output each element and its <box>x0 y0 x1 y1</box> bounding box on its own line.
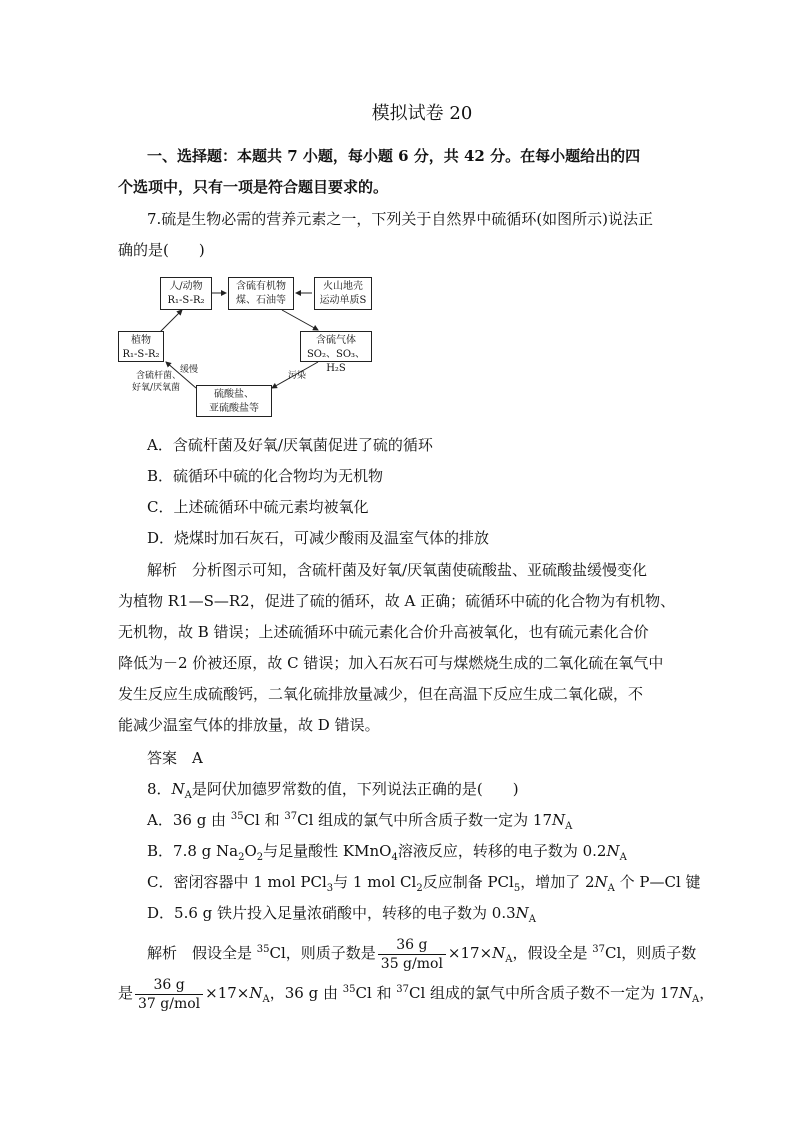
q8-an-part3: ×17× <box>447 944 493 962</box>
sub-2: 2 <box>256 852 264 863</box>
box-salt-line1: 硫酸盐、 <box>214 389 254 400</box>
q8-an2-part2: ×17× <box>205 984 250 1002</box>
section-header-line1: 一、选择题：本题共 7 小题，每小题 6 分，共 42 分。在每小题给出的四 <box>147 147 641 165</box>
na-symbol: N <box>171 780 185 798</box>
q7-analysis-line5: 发生反应生成硫酸钙，二氧化硫排放量减少，但在高温下反应生成二氧化碳，不 <box>118 685 644 703</box>
na-symbol: N <box>249 984 263 1002</box>
q7-analysis-line2: 为植物 R1—S—R2，促进了硫的循环，故 A 正确；硫循环中硫的化合物为有机物、 <box>118 592 676 610</box>
na-subscript: A <box>528 914 537 925</box>
section-header-line2: 个选项中，只有一项是符合题目要求的。 <box>118 178 389 196</box>
q8-c-part5: 个 P—Cl 键 <box>614 873 701 891</box>
na-subscript: A <box>565 821 573 832</box>
sub-2: 2 <box>416 883 423 894</box>
q8-b-part4: 溶液反应，转移的电子数为 0.2 <box>397 842 607 860</box>
q8-an2-sup35: 35 <box>342 984 356 995</box>
na-symbol: N <box>515 904 529 922</box>
q8-an2-part4: Cl 和 <box>355 984 397 1002</box>
q7-stem-line1: 7.硫是生物必需的营养元素之一，下列关于自然界中硫循环(如图所示)说法正 <box>147 210 654 228</box>
q8-a-part3: Cl 组成的氯气中所含质子数一定为 17 <box>297 811 553 829</box>
na-symbol: N <box>492 944 506 962</box>
q8-c-part1: C．密闭容器中 1 mol PCl <box>147 873 327 891</box>
box-plant-line2: R₁-S-R₂ <box>122 349 160 360</box>
box-human-line2: R₁-S-R₂ <box>167 295 205 306</box>
fraction-36-35 <box>378 936 446 973</box>
q8-an2-part6: ， <box>699 984 715 1002</box>
q8-a-sup35: 35 <box>230 811 244 822</box>
q8-a-part2: Cl 和 <box>243 811 285 829</box>
q7-option-c: C．上述硫循环中硫元素均被氧化 <box>147 498 369 516</box>
fraction-denominator: 37 g/mol <box>138 995 201 1012</box>
na-subscript: A <box>692 994 700 1005</box>
q8-c-part4: ，增加了 2 <box>520 873 595 891</box>
q8-an-part5: Cl，则质子数 <box>605 944 697 962</box>
na-subscript: A <box>505 954 513 965</box>
q8-an-sup37: 37 <box>592 944 606 955</box>
box-organic-sulfur <box>228 277 294 310</box>
na-symbol: N <box>594 873 608 891</box>
box-human-line1: 人/动物 <box>169 281 203 292</box>
na-subscript: A <box>184 790 192 801</box>
arrow-organic-gas <box>282 310 318 330</box>
q7-stem-line2: 确的是( ) <box>118 241 205 259</box>
na-subscript: A <box>607 883 615 894</box>
q7-analysis-line4: 降低为－2 价被还原，故 C 错误；加入石灰石可与煤燃烧生成的二氧化硫在氧气中 <box>118 654 664 672</box>
q8-analysis-line2 <box>118 973 714 1013</box>
na-symbol: N <box>678 984 693 1002</box>
q7-answer: 答案 A <box>147 749 203 767</box>
fraction-denominator: 35 g/mol <box>380 955 443 972</box>
na-symbol: N <box>552 811 566 829</box>
box-gas-line1: 含硫气体 <box>316 335 356 346</box>
q8-b-part1: B．7.8 g Na <box>147 842 239 860</box>
box-sulfate-salts <box>196 385 272 417</box>
page-title: 模拟试卷 20 <box>371 103 473 124</box>
label-pollute: 污染 <box>288 371 307 381</box>
q7-analysis-line1: 解析 分析图示可知，含硫杆菌及好氧/厌氧菌使硫酸盐、亚硫酸盐缓慢变化 <box>147 561 648 579</box>
box-sulfur-gas <box>300 331 372 374</box>
q8-option-a <box>147 810 572 830</box>
box-gas-line2: SO₂、SO₃、H₂S <box>306 349 366 374</box>
q8-b-part2: O <box>244 842 257 860</box>
q8-an-part4: ，假设全是 <box>512 944 593 962</box>
sub-4: 4 <box>391 852 398 863</box>
box-volcano-line2: 运动单质S <box>319 295 367 306</box>
box-organic-line1: 含硫有机物 <box>236 281 286 292</box>
q8-stem-text: 是阿伏加德罗常数的值，下列说法正确的是( ) <box>191 780 519 798</box>
q7-option-d: D．烧煤时加石灰石，可减少酸雨及温室气体的排放 <box>147 529 490 547</box>
q8-analysis-line1 <box>147 933 696 973</box>
q8-a-part1: A．36 g 由 <box>147 811 231 829</box>
q8-an2-part5: Cl 组成的氯气中所含质子数不一定为 17 <box>409 984 679 1002</box>
q7-option-b: B．硫循环中硫的化合物均为无机物 <box>147 467 384 485</box>
q8-c-part2: 与 1 mol Cl <box>333 873 417 891</box>
na-subscript: A <box>262 994 270 1005</box>
q8-option-c <box>147 872 701 892</box>
q8-a-sup37: 37 <box>284 811 298 822</box>
q8-option-b <box>147 841 627 861</box>
q8-stem <box>147 779 519 799</box>
q8-an2-sup37: 37 <box>396 984 410 995</box>
box-organic-line2: 煤、石油等 <box>236 295 286 306</box>
box-human-animal <box>160 277 212 310</box>
sub-3: 3 <box>326 883 334 894</box>
q7-analysis-line3: 无机物，故 B 错误；上述硫循环中硫元素化合价升高被氧化，也有硫元素化合价 <box>118 623 649 641</box>
arrow-plant-human <box>160 310 182 332</box>
box-volcano <box>314 277 372 310</box>
q8-d-part1: D．5.6 g 铁片投入足量浓硝酸中，转移的电子数为 0.3 <box>147 904 516 922</box>
q8-an2-part1: 是 <box>118 984 134 1002</box>
label-slow: 缓慢 <box>180 365 199 375</box>
fraction-numerator: 36 g <box>378 936 446 955</box>
q7-option-a: A．含硫杆菌及好氧/厌氧菌促进了硫的循环 <box>147 436 433 454</box>
q8-number: 8． <box>147 780 172 798</box>
box-volcano-line1: 火山地壳 <box>323 281 363 292</box>
q7-analysis-line6: 能减少温室气体的排放量，故 D 错误。 <box>118 716 380 734</box>
q8-c-part3: 反应制备 PCl <box>422 873 514 891</box>
label-bacteria-line2: 好氧/厌氧菌 <box>132 383 181 393</box>
q8-b-part3: 与足量酸性 KMnO <box>263 842 392 860</box>
na-subscript: A <box>619 852 627 863</box>
box-plant-line1: 植物 <box>131 335 151 346</box>
diagram-arrows <box>0 0 794 440</box>
q8-an-part2: Cl，则质子数是 <box>269 944 376 962</box>
q8-an-sup35: 35 <box>256 944 270 955</box>
sub-5: 5 <box>513 883 521 894</box>
box-plant <box>118 331 164 362</box>
box-salt-line2: 亚硫酸盐等 <box>209 403 259 414</box>
na-symbol: N <box>606 842 620 860</box>
fraction-36-37 <box>135 976 203 1013</box>
q8-an-part1: 解析 假设全是 <box>147 944 257 962</box>
q8-an2-part3: ，36 g 由 <box>269 984 343 1002</box>
sub-2: 2 <box>238 852 245 863</box>
q8-option-d <box>147 903 536 923</box>
label-bacteria-line1: 含硫杆菌、 <box>136 371 182 381</box>
fraction-numerator: 36 g <box>135 976 203 995</box>
